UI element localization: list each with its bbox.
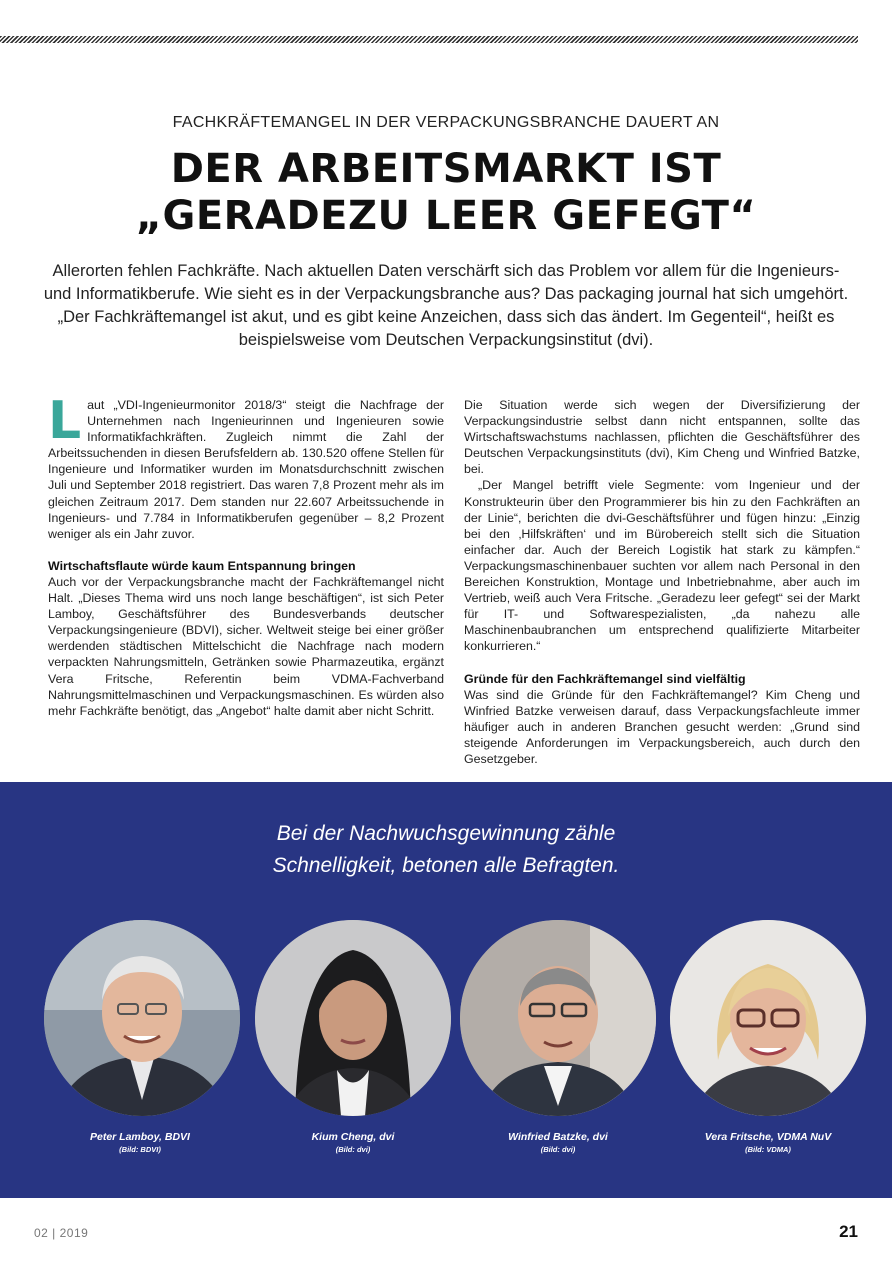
body-paragraph: Die Situation werde sich wegen der Diversifizierung der Verpackungsindustrie selbst dann nicht entspannen, sollte das Wirtschaftswachstums nachlassen, pflichten die Geschäftsführer des Deutschen Verpackungsinstituts (dvi), Kim Cheng und Winfried Batzke, bei. bbox=[464, 398, 860, 477]
person-name: Winfried Batzke, dvi bbox=[508, 1131, 608, 1143]
person-name: Kium Cheng, dvi bbox=[311, 1131, 395, 1143]
section-heading: Gründe für den Fachkräftemangel sind vielfältig bbox=[464, 671, 746, 686]
portrait-photo-fritsche bbox=[670, 920, 866, 1116]
headline-line-2: „GERADEZU LEER GEFEGT“ bbox=[135, 193, 757, 239]
portrait-photo-lamboy bbox=[44, 920, 240, 1116]
pull-quote-line-2: Schnelligkeit, betonen alle Befragten. bbox=[272, 854, 620, 877]
body-paragraph: Auch vor der Verpackungsbranche macht der Fachkräftemangel nicht Halt. „Dieses Thema wird uns noch lange beschäftigen“, ist sich Peter Lamboy, Geschäftsführer des Bundesverbands deutscher Verpackungsingenieure (BDVI), sicher. Weltweit steige bei einer größer werdenden städtischen Mittelschicht die Nachfrage nach modern verpackten Nahrungsmitteln, Getränken sowie Pharmazeutika, ergänzt Vera Fritsche, Referentin beim VDMA-Fachverband Nahrungsmittelmaschinen und Verpackungsmaschinen. Es würden also mehr Fachkräfte benötigt, das „Angebot“ halte damit aber nicht Schritt. bbox=[48, 574, 444, 718]
portrait-photo-cheng bbox=[255, 920, 451, 1116]
drop-cap: L bbox=[48, 391, 82, 451]
article-kicker: FACHKRÄFTEMANGEL IN DER VERPACKUNGSBRANCHE DAUERT AN bbox=[172, 114, 720, 131]
pull-quote-line-1: Bei der Nachwuchsgewinnung zähle bbox=[276, 822, 616, 845]
person-silhouette-icon bbox=[670, 920, 866, 1116]
section-heading: Wirtschaftsflaute würde kaum Entspannung bringen bbox=[48, 558, 356, 573]
portrait-photo-batzke bbox=[460, 920, 656, 1116]
body-column-right bbox=[464, 397, 860, 767]
person-name: Vera Fritsche, VDMA NuV bbox=[704, 1131, 832, 1143]
body-paragraph: aut „VDI-Ingenieurmonitor 2018/3“ steigt die Nachfrage der Unternehmen nach Ingenieurinnen und Ingenieuren sowie Informatikfachkräften. Zugleich nimmt die Zahl der Arbeitssuchenden in diesen Berufsfeldern ab. 130.520 offene Stellen für Ingenieure und Informatiker wurden im Monatsdurchschnitt zwischen Juli und September 2018 registriert. Das waren 7,8 Prozent mehr als im gleichen Zeitraum 2017. Dem standen nur 22.607 Arbeitssuchende in Ingenieurs- und 7.784 in Informatikberufen gegenüber – 8,2 Prozent weniger als ein Jahr zuvor. bbox=[48, 398, 444, 541]
headline-line-1: DER ARBEITSMARKT IST bbox=[170, 146, 722, 192]
person-name: Peter Lamboy, BDVI bbox=[90, 1131, 190, 1143]
article-headline bbox=[0, 146, 892, 240]
top-hatched-rule bbox=[0, 36, 858, 43]
issue-folio: 02 | 2019 bbox=[34, 1226, 89, 1240]
person-silhouette-icon bbox=[44, 920, 240, 1116]
page-number: 21 bbox=[839, 1222, 858, 1241]
photo-credit: (Bild: VDMA) bbox=[745, 1145, 791, 1154]
portrait-caption bbox=[243, 1130, 463, 1155]
portrait-caption bbox=[658, 1130, 878, 1155]
portrait-caption bbox=[30, 1130, 250, 1155]
photo-credit: (Bild: dvi) bbox=[540, 1145, 576, 1154]
pull-quote bbox=[0, 818, 892, 882]
article-lead: Allerorten fehlen Fachkräfte. Nach aktuellen Daten verschärft sich das Problem vor allem für die Ingenieurs- und Informatikberufe. Wie sieht es in der Verpackungsbranche aus? Das packaging journal hat sich umgehört. „Der Fachkräftemangel ist akut, und es gibt keine Anzeichen, dass sich das ändert. Im Gegenteil“, heißt es beispielsweise vom Deutschen Verpackungsinstitut (dvi). bbox=[43, 262, 849, 349]
body-paragraph: „Der Mangel betrifft viele Segmente: vom Ingenieur und der Konstrukteurin über den Programmierer bis hin zu den Fachkräften an der Linie“, berichten die dvi-Geschäftsführer und fügen hinzu: „Einzig bei den ‚Hilfskräften‘ und im Bürobereich stellt sich die Situation einfacher dar. Auch der Bereich Logistik hat stark zu kämpfen.“ Verpackungsmaschinenbauer suchten vor allem nach Personal in den Bereichen Konstruktion, Montage und Inbetriebnahme, aber auch im Vertrieb, weiß auch Vera Fritsche. „Geradezu leer gefegt“ sei der Markt für IT- und Softwarespezialisten, „da nahezu alle Maschinenbaubranchen um entsprechend qualifizierte Mitarbeiter konkurrieren.“ bbox=[464, 478, 860, 654]
photo-credit: (Bild: BDVI) bbox=[119, 1145, 161, 1154]
portrait-caption bbox=[448, 1130, 668, 1155]
body-column-left bbox=[48, 391, 444, 719]
photo-credit: (Bild: dvi) bbox=[335, 1145, 371, 1154]
body-paragraph: Was sind die Gründe für den Fachkräftemangel? Kim Cheng und Winfried Batzke verweisen darauf, dass Verpackungsfachleute immer häufiger auch in anderen Branchen gesucht werden: „Grund sind steigende Anforderungen im Verpackungsbereich, auch durch den Gesetzgeber. bbox=[464, 687, 860, 766]
person-silhouette-icon bbox=[255, 920, 451, 1116]
person-silhouette-icon bbox=[460, 920, 656, 1116]
